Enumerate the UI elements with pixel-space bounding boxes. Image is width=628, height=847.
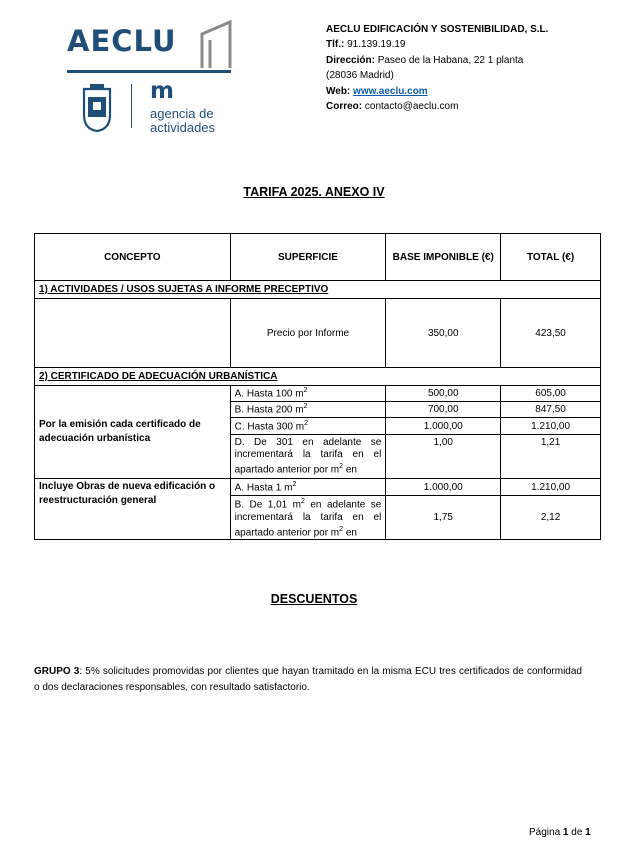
section-2-title: 2) CERTIFICADO DE ADECUACIÓN URBANÍSTICA [35, 368, 601, 386]
total-cell: 1.210,00 [501, 479, 601, 496]
group-2-label: Incluye Obras de nueva edificación o reestructuración general [35, 479, 231, 540]
superficie-cell [230, 418, 386, 435]
address-line-2: (28036 Madrid) [326, 70, 394, 82]
table-header-row [35, 234, 601, 281]
base-cell: 1,75 [386, 496, 501, 540]
madrid-coat-of-arms-icon [80, 83, 114, 133]
phone: 91.139.19.19 [347, 39, 406, 51]
aeclu-logo: AECLU [67, 24, 177, 58]
base-cell: 500,00 [386, 386, 501, 402]
agency-line-2: actividades [150, 120, 216, 135]
building-logo-icon [198, 20, 234, 70]
superficie-text: C. Hasta 300 m [234, 421, 305, 433]
company-info [326, 22, 548, 114]
superficie-tail: en [343, 526, 357, 538]
superscript: 2 [339, 462, 344, 470]
base-cell: 1,00 [386, 435, 501, 479]
superficie-text: A. Hasta 100 m [234, 388, 304, 400]
superficie-text: en adelante se incrementará la tarifa en el apartado anterior por m [234, 499, 382, 538]
superficie-cell: Precio por Informe [230, 299, 386, 368]
page-label: Página [529, 827, 561, 838]
header-concepto: CONCEPTO [35, 234, 231, 281]
grupo-text: : 5% solicitudes promovidas por clientes que hayan tramitado en la misma ECU tres certificados de conformidad o dos declaraciones responsables, con resultado satisfactorio. [34, 666, 582, 693]
tariff-table [34, 233, 601, 540]
superficie-cell [230, 496, 386, 540]
email-label: Correo: [326, 101, 363, 113]
table-row [35, 386, 601, 402]
web-link[interactable]: www.aeclu.com [353, 85, 428, 97]
company-name: AECLU EDIFICACIÓN Y SOSTENIBILIDAD, S.L. [326, 24, 549, 35]
address-line-1: Paseo de la Habana, 22 1 planta [377, 54, 524, 66]
superficie-cell [230, 386, 386, 402]
section-1-title: 1) ACTIVIDADES / USOS SUJETAS A INFORME PRECEPTIVO [35, 281, 601, 299]
header-total: TOTAL (€) [501, 234, 601, 281]
header-base: BASE IMPONIBLE (€) [386, 234, 501, 281]
group-1-label: Por la emisión cada certificado de adecuación urbanística [35, 386, 231, 479]
email: contacto@aeclu.com [364, 101, 459, 113]
superscript: 2 [339, 525, 344, 533]
agency-line-1: agencia de [150, 106, 214, 121]
superficie-text: A. Hasta 1 m [234, 482, 293, 494]
document-title: TARIFA 2025. ANEXO IV [243, 185, 385, 199]
address-label: Dirección: [326, 54, 375, 66]
superficie-tail: en [343, 464, 357, 476]
table-row [35, 299, 601, 368]
superficie-text: B. Hasta 200 m [234, 404, 304, 416]
section-row [35, 368, 601, 386]
page-number [529, 827, 591, 838]
phone-label: Tlf.: [326, 39, 345, 51]
superscript: 2 [292, 480, 297, 488]
web-label: Web: [326, 85, 351, 97]
superficie-pre: B. De 1,01 m [234, 499, 302, 511]
superficie-cell [230, 435, 386, 479]
total-cell: 605,00 [501, 386, 601, 402]
table-row [35, 479, 601, 496]
superficie-cell [230, 479, 386, 496]
grupo-label: GRUPO 3 [34, 666, 80, 677]
agency-mark: m [150, 78, 174, 104]
superscript: 2 [303, 403, 308, 411]
grupo-paragraph [34, 664, 582, 696]
total-cell: 1,21 [501, 435, 601, 479]
base-cell: 1.000,00 [386, 418, 501, 435]
superficie-cell [230, 402, 386, 418]
superficie-text: D. De 301 en adelante se incrementará la tarifa en el apartado anterior por m [234, 436, 382, 476]
descuentos-title: DESCUENTOS [270, 592, 358, 606]
page-total: 1 [585, 827, 591, 838]
base-cell: 350,00 [386, 299, 501, 368]
header-superficie: SUPERFICIE [230, 234, 386, 281]
total-cell: 847,50 [501, 402, 601, 418]
total-cell: 2,12 [501, 496, 601, 540]
logo-separator [131, 84, 132, 128]
superscript: 2 [301, 498, 305, 506]
superscript: 2 [304, 419, 309, 427]
page-of: de [571, 827, 583, 838]
total-cell: 423,50 [501, 299, 601, 368]
base-cell: 700,00 [386, 402, 501, 418]
logo-underline [67, 70, 231, 73]
base-cell: 1.000,00 [386, 479, 501, 496]
superscript: 2 [303, 387, 308, 395]
agency-name [150, 107, 215, 135]
section-row [35, 281, 601, 299]
concepto-cell [35, 299, 231, 368]
page-current: 1 [562, 827, 569, 838]
total-cell: 1.210,00 [501, 418, 601, 435]
